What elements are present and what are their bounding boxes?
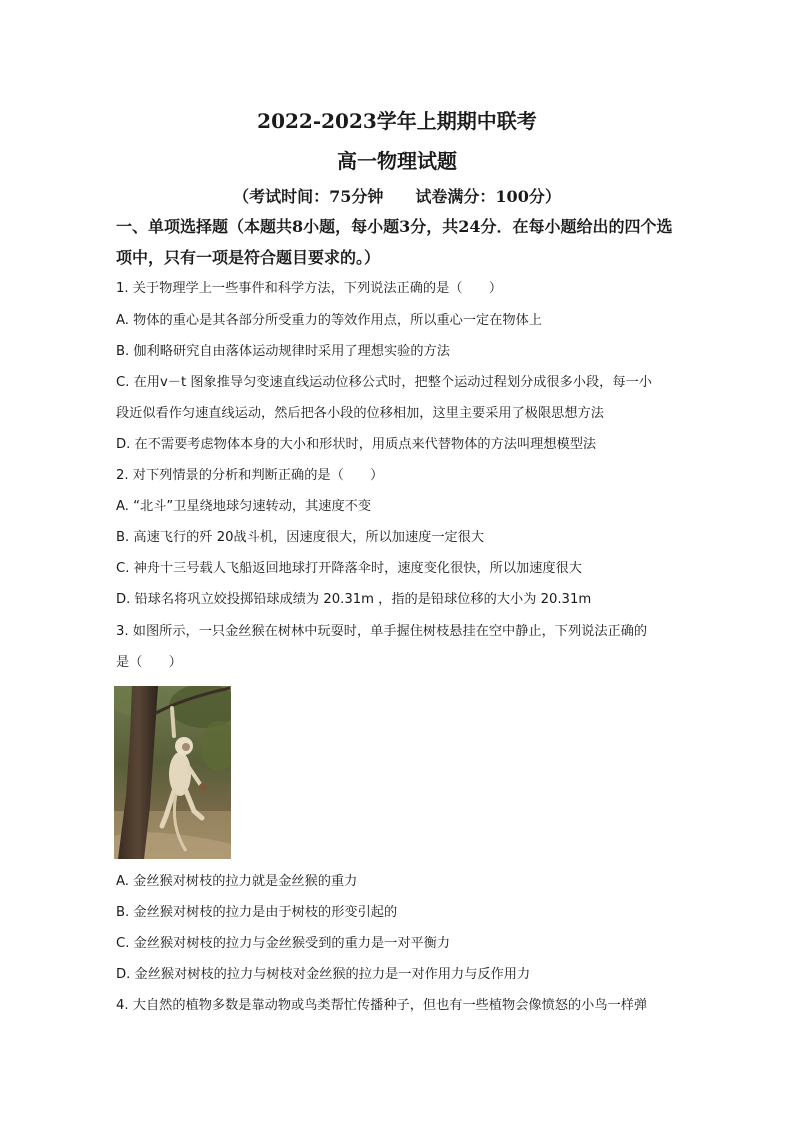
section-heading <box>116 211 686 273</box>
answer-option: D. 金丝猴对树枝的拉力与树枝对金丝猴的拉力是一对作用力与反作用力 <box>116 967 531 982</box>
answer-option: A. “北斗”卫星绕地球匀速转动，其速度不变 <box>116 499 372 514</box>
exam-info: （考试时间：75分钟 试卷满分：100分） <box>233 187 561 206</box>
section-heading-line: 一、单项选择题（本题共8小题，每小题3分，共24分．在每小题给出的四个选 <box>116 217 673 236</box>
question-stem: 2. 对下列情景的分析和判断正确的是（ ） <box>116 468 384 483</box>
question-stem: 1. 关于物理学上一些事件和科学方法，下列说法正确的是（ ） <box>116 281 503 296</box>
question-stem-continued: 是（ ） <box>116 655 182 670</box>
exam-subtitle: 高一物理试题 <box>337 149 457 173</box>
question-stem: 4. 大自然的植物多数是靠动物或鸟类帮忙传播种子，但也有一些植物会像愤怒的小鸟一样弹 <box>116 998 648 1013</box>
answer-option: D. 铅球名将巩立姣投掷铅球成绩为 20.31m ，指的是铅球位移的大小为 20.31m <box>116 592 592 607</box>
answer-option: B. 金丝猴对树枝的拉力是由于树枝的形变引起的 <box>116 905 398 920</box>
answer-option: C. 在用v－t 图象推导匀变速直线运动位移公式时，把整个运动过程划分成很多小段，每一小 <box>116 375 652 390</box>
answer-option: D. 在不需要考虑物体本身的大小和形状时，用质点来代替物体的方法叫理想模型法 <box>116 437 597 452</box>
answer-option: A. 金丝猴对树枝的拉力就是金丝猴的重力 <box>116 874 358 889</box>
answer-option: A. 物体的重心是其各部分所受重力的等效作用点，所以重心一定在物体上 <box>116 313 542 328</box>
monkey-photo <box>114 686 231 859</box>
question-stem: 3. 如图所示，一只金丝猴在树林中玩耍时，单手握住树枝悬挂在空中静止，下列说法正确的 <box>116 624 648 639</box>
section-heading-line: 项中，只有一项是符合题目要求的。） <box>116 248 381 267</box>
answer-option: B. 高速飞行的歼 20战斗机，因速度很大，所以加速度一定很大 <box>116 530 485 545</box>
answer-option: C. 神舟十三号载人飞船返回地球打开降落伞时，速度变化很快，所以加速度很大 <box>116 561 582 576</box>
answer-option: C. 金丝猴对树枝的拉力与金丝猴受到的重力是一对平衡力 <box>116 936 451 951</box>
answer-option-continued: 段近似看作匀速直线运动，然后把各小段的位移相加，这里主要采用了极限思想方法 <box>116 406 604 421</box>
answer-option: B. 伽利略研究自由落体运动规律时采用了理想实验的方法 <box>116 344 450 359</box>
exam-title: 2022-2023学年上期期中联考 <box>257 109 537 133</box>
